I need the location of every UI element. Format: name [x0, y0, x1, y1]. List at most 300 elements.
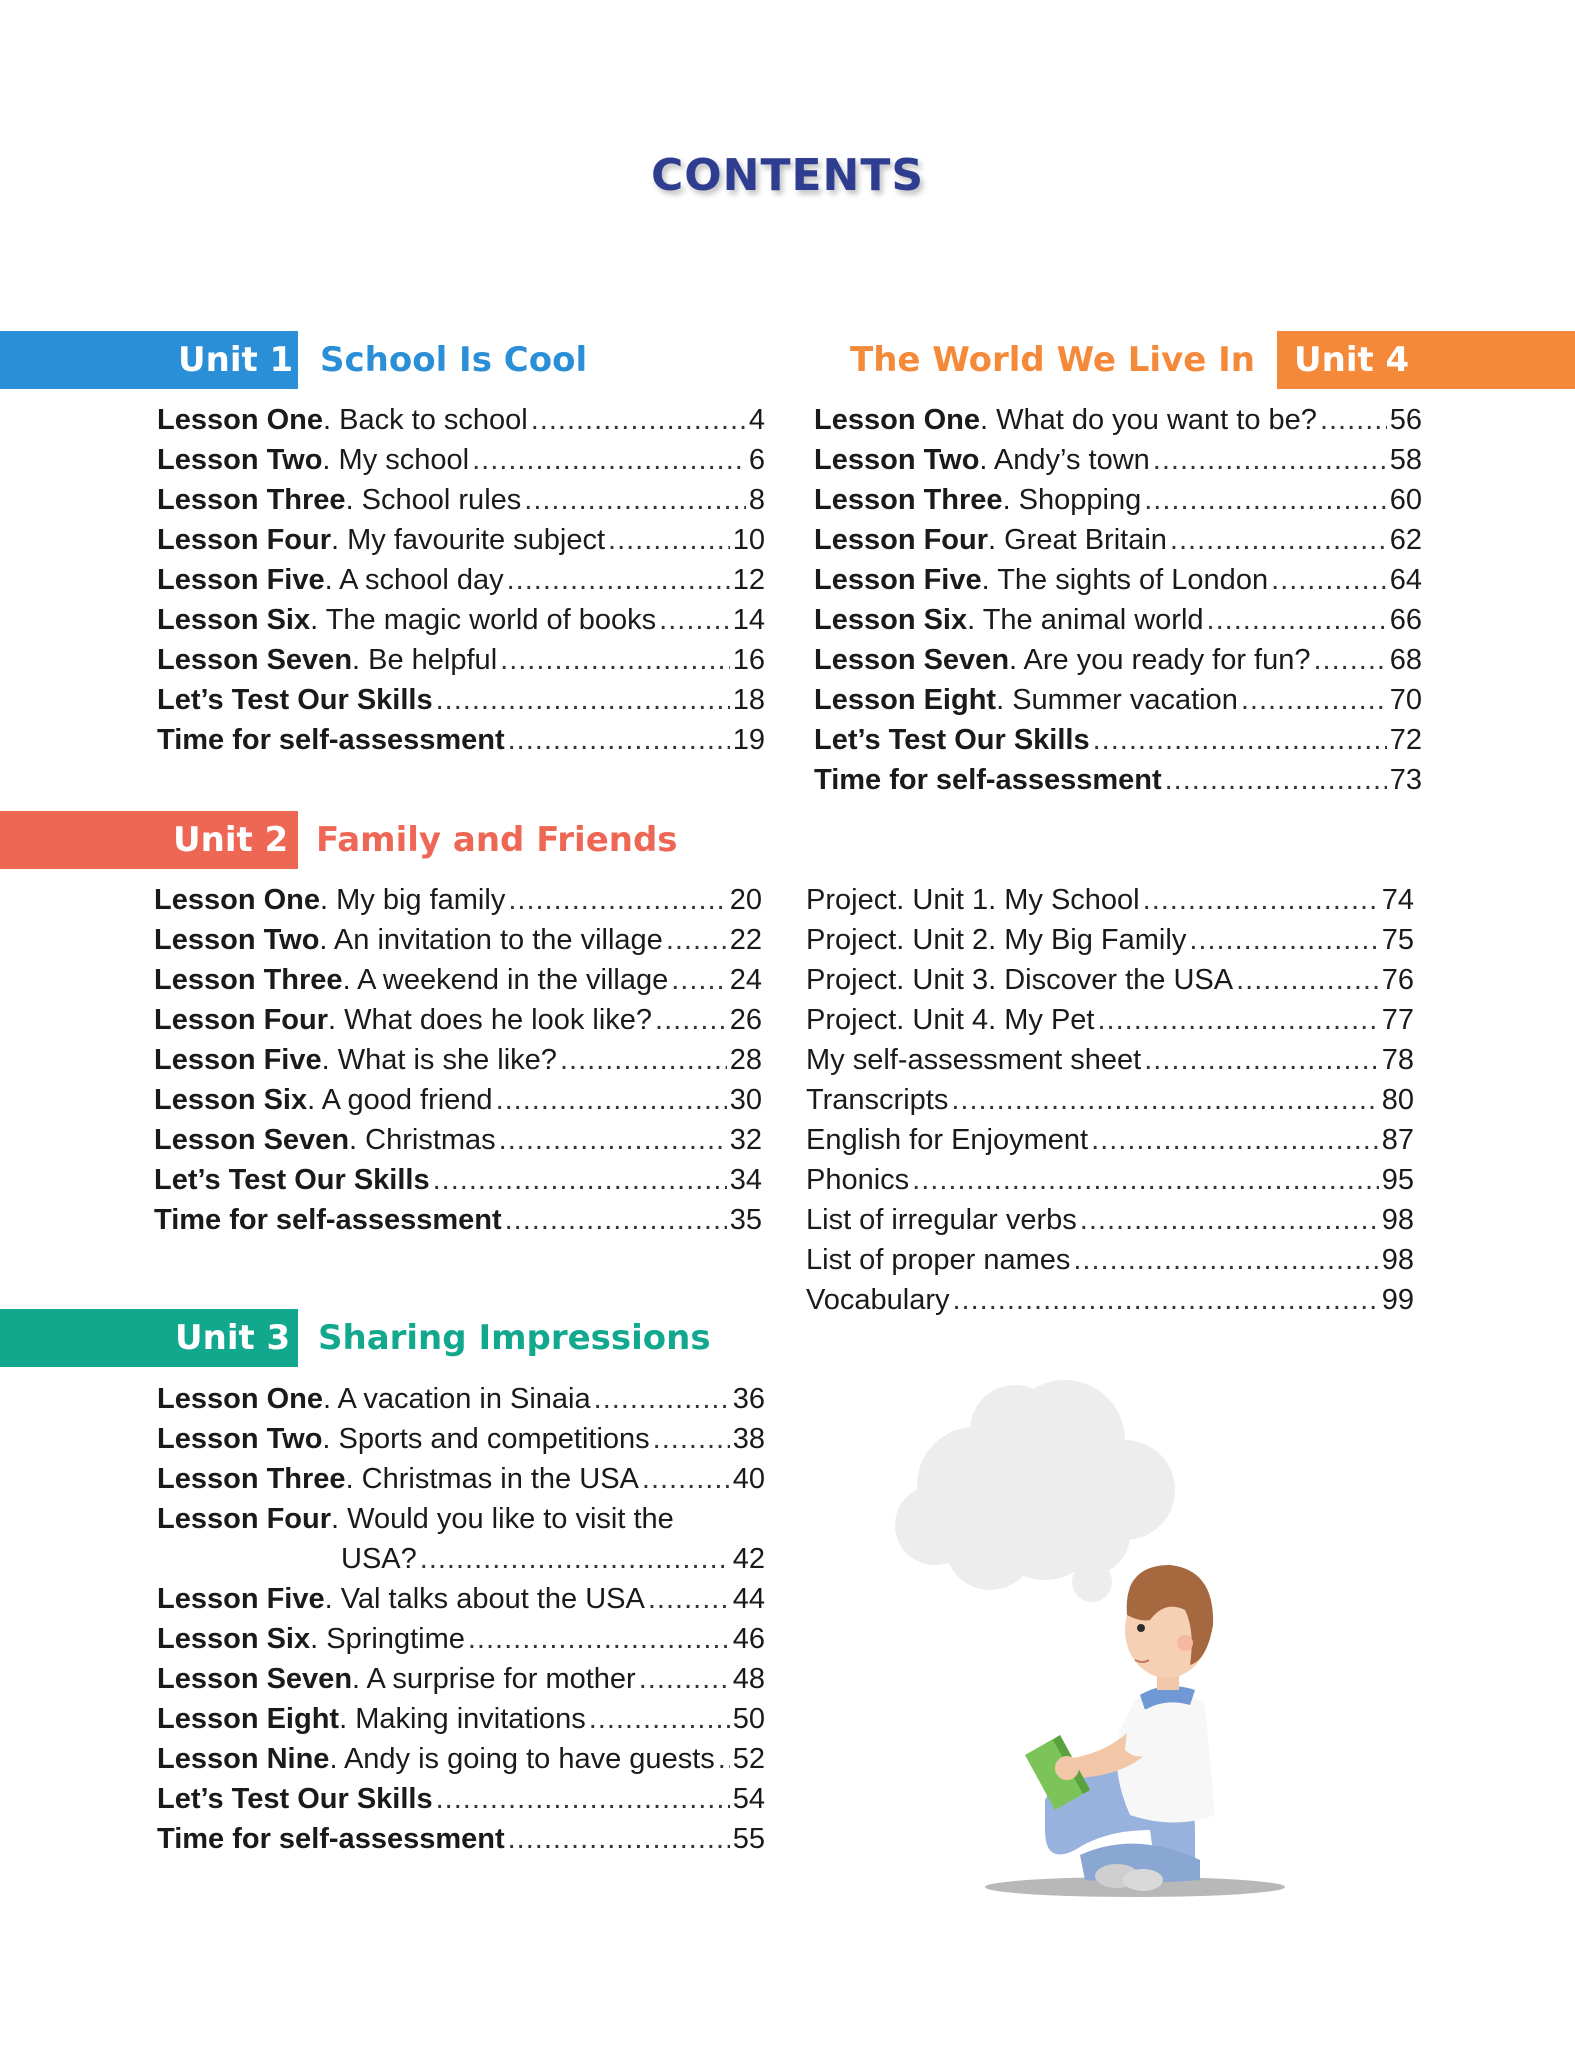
page-number: 8: [748, 484, 765, 516]
toc-entry: [157, 1419, 765, 1459]
unit-2-header: [0, 811, 700, 869]
toc-entry: [814, 480, 1422, 520]
dot-leader: [666, 920, 727, 960]
entry-title: . The animal world: [967, 604, 1204, 636]
unit-3-title: Sharing Impressions: [318, 1318, 711, 1358]
toc-entry: [157, 480, 765, 520]
entry-label: [157, 520, 605, 560]
dot-leader: [639, 1659, 730, 1699]
dot-leader: [1080, 1200, 1379, 1240]
page-number: 34: [729, 1164, 762, 1196]
entry-title: Transcripts: [806, 1084, 949, 1116]
entry-lesson: Lesson Six: [814, 604, 968, 636]
toc-entry: [157, 520, 765, 560]
dot-leader: [1091, 1120, 1379, 1160]
entry-label: [157, 640, 497, 680]
toc-entry: [154, 1080, 762, 1120]
entry-label: [157, 1579, 645, 1619]
page-number: 98: [1381, 1244, 1414, 1276]
entry-lesson: Time for self-assessment: [814, 764, 1162, 796]
entry-lesson: Let’s Test Our Skills: [157, 684, 433, 716]
page-number: 56: [1389, 404, 1422, 436]
entry-label: [806, 1240, 1070, 1280]
page-number: 62: [1389, 524, 1422, 556]
toc-entry: [157, 1619, 765, 1659]
entry-title: . My school: [322, 444, 470, 476]
thought-bubble-large: [1072, 1562, 1112, 1602]
entry-label: [806, 1080, 948, 1120]
appendix-entry: [806, 1000, 1414, 1040]
toc-entry: [157, 1579, 765, 1619]
toc-entry: [154, 1120, 762, 1160]
entry-label: [154, 920, 663, 960]
entry-title: . The magic world of books: [310, 604, 657, 636]
entry-label: [154, 1000, 652, 1040]
page-number: 4: [748, 404, 765, 436]
page-number: 75: [1381, 924, 1414, 956]
entry-title: . Shopping: [1002, 484, 1142, 516]
entry-title: Project. Unit 1. My School: [806, 884, 1140, 916]
toc-entry: [814, 400, 1422, 440]
entry-title: . Val talks about the USA: [324, 1583, 645, 1615]
entry-lesson: Lesson Two: [157, 1423, 323, 1455]
toc-entry: [814, 520, 1422, 560]
entry-title: . A surprise for mother: [352, 1663, 636, 1695]
entry-lesson: Lesson Four: [154, 1004, 329, 1036]
entry-label: [157, 1659, 636, 1699]
page-number: 54: [732, 1783, 765, 1815]
page-number: 60: [1389, 484, 1422, 516]
toc-entry: [154, 880, 762, 920]
dot-leader: [508, 1819, 730, 1859]
unit-4-header: [800, 331, 1575, 389]
entry-lesson: Lesson One: [154, 884, 320, 916]
entry-lesson: Lesson Three: [157, 484, 346, 516]
entry-label: [806, 1160, 909, 1200]
page-number: 68: [1389, 644, 1422, 676]
dot-leader: [507, 560, 730, 600]
entry-label: [806, 1040, 1141, 1080]
entry-title: . A school day: [324, 564, 504, 596]
page-number: 72: [1389, 724, 1422, 756]
page-number: 66: [1389, 604, 1422, 636]
entry-title: Project. Unit 2. My Big Family: [806, 924, 1187, 956]
entry-title: . Be helpful: [352, 644, 498, 676]
page-number: 36: [732, 1383, 765, 1415]
entry-lesson: Lesson Two: [154, 924, 320, 956]
appendix-entry: [806, 960, 1414, 1000]
dot-leader: [1165, 760, 1387, 800]
page-number: 14: [732, 604, 765, 636]
entry-label: [157, 1539, 417, 1579]
dot-leader: [1189, 920, 1378, 960]
entry-label: [157, 1739, 715, 1779]
entry-lesson: Let’s Test Our Skills: [154, 1164, 430, 1196]
appendix-entry: [806, 920, 1414, 960]
entry-lesson: Lesson Seven: [157, 644, 353, 676]
entry-label: [157, 680, 433, 720]
entry-label: [806, 880, 1140, 920]
appendix-entry: [806, 1240, 1414, 1280]
entry-title: . An invitation to the village: [319, 924, 663, 956]
entry-lesson: Lesson Three: [154, 964, 343, 996]
page-number: 70: [1389, 684, 1422, 716]
unit-4-title: The World We Live In: [850, 340, 1255, 380]
appendix-entry: [806, 1280, 1414, 1320]
page-number: 95: [1381, 1164, 1414, 1196]
page-number: 87: [1381, 1124, 1414, 1156]
entry-title: . Are you ready for fun?: [1009, 644, 1311, 676]
entry-lesson: Time for self-assessment: [157, 724, 505, 756]
dot-leader: [468, 1619, 730, 1659]
entry-title: . School rules: [345, 484, 522, 516]
toc-entry: [157, 1459, 765, 1499]
page-number: 32: [729, 1124, 762, 1156]
entry-label: [154, 960, 668, 1000]
unit-1-tag: Unit 1: [0, 331, 298, 389]
dot-leader: [1241, 680, 1387, 720]
entry-label: [154, 1120, 496, 1160]
toc-entry: [157, 1499, 765, 1539]
page-number: 6: [748, 444, 765, 476]
entry-lesson: Lesson Three: [157, 1463, 346, 1495]
entry-title: . A weekend in the village: [342, 964, 669, 996]
entry-label: [157, 400, 528, 440]
appendix-entry: [806, 1040, 1414, 1080]
entry-label: [814, 520, 1167, 560]
entry-label: [157, 1379, 591, 1419]
entry-title: Phonics: [806, 1164, 910, 1196]
unit-3-header: [0, 1309, 711, 1367]
thought-cloud-icon: [895, 1380, 1175, 1590]
page-number: 99: [1381, 1284, 1414, 1316]
toc-entry: [157, 600, 765, 640]
page-number: 30: [729, 1084, 762, 1116]
entry-lesson: Lesson One: [814, 404, 980, 436]
toc-entry: [157, 720, 765, 760]
entry-label: [814, 560, 1268, 600]
entry-label: [157, 560, 504, 600]
appendix-entry: [806, 1160, 1414, 1200]
entry-title: . A vacation in Sinaia: [323, 1383, 591, 1415]
toc-entry: [157, 1379, 765, 1419]
entry-title: . My favourite subject: [331, 524, 606, 556]
dot-leader: [1236, 960, 1379, 1000]
dot-leader: [496, 1080, 727, 1120]
entry-title: List of irregular verbs: [806, 1204, 1077, 1236]
appendix-entry: [806, 880, 1414, 920]
entry-lesson: Time for self-assessment: [154, 1204, 502, 1236]
page-number: 42: [732, 1543, 765, 1575]
entry-label: [814, 760, 1162, 800]
entry-lesson: Lesson Seven: [154, 1124, 350, 1156]
unit-4-list: [814, 400, 1422, 800]
page-number: 22: [729, 924, 762, 956]
dot-leader: [1093, 720, 1387, 760]
unit-2-tag: Unit 2: [0, 811, 298, 869]
unit-2-list: [154, 880, 762, 1240]
page-number: 16: [732, 644, 765, 676]
page-number: 40: [732, 1463, 765, 1495]
dot-leader: [1170, 520, 1387, 560]
page-number: 44: [732, 1583, 765, 1615]
entry-label: [814, 440, 1150, 480]
entry-label: [157, 1619, 465, 1659]
dot-leader: [560, 1040, 727, 1080]
appendix-entry: [806, 1080, 1414, 1120]
entry-label: [814, 720, 1090, 760]
entry-title: . Making invitations: [339, 1703, 586, 1735]
entry-label: [157, 1459, 639, 1499]
entry-lesson: Lesson Eight: [814, 684, 997, 716]
page-number: 24: [729, 964, 762, 996]
dot-leader: [436, 680, 730, 720]
page-number: 20: [729, 884, 762, 916]
entry-label: [157, 720, 505, 760]
page-number: 76: [1381, 964, 1414, 996]
dot-leader: [1314, 640, 1387, 680]
dot-leader: [655, 1000, 727, 1040]
entry-lesson: Lesson Two: [157, 444, 323, 476]
entry-label: [806, 1280, 950, 1320]
entry-title: List of proper names: [806, 1244, 1071, 1276]
dot-leader: [1098, 1000, 1379, 1040]
dot-leader: [642, 1459, 730, 1499]
dot-leader: [500, 640, 730, 680]
entry-label: [154, 1200, 502, 1240]
entry-label: [157, 1819, 505, 1859]
entry-title: USA?: [341, 1543, 417, 1575]
entry-lesson: Lesson Six: [154, 1084, 308, 1116]
entry-label: [814, 640, 1311, 680]
toc-entry: [157, 1819, 765, 1859]
entry-label: [154, 1040, 557, 1080]
page-number: 77: [1381, 1004, 1414, 1036]
entry-lesson: Lesson Five: [157, 1583, 325, 1615]
toc-entry: [157, 1659, 765, 1699]
page-number: 80: [1381, 1084, 1414, 1116]
entry-title: Project. Unit 4. My Pet: [806, 1004, 1095, 1036]
dot-leader: [508, 720, 730, 760]
toc-entry: [157, 560, 765, 600]
entry-lesson: Lesson One: [157, 1383, 323, 1415]
entry-lesson: Lesson Four: [814, 524, 989, 556]
dot-leader: [499, 1120, 727, 1160]
entry-title: English for Enjoyment: [806, 1124, 1089, 1156]
entry-label: [157, 600, 656, 640]
dot-leader: [951, 1080, 1378, 1120]
dot-leader: [1153, 440, 1387, 480]
toc-entry: [157, 680, 765, 720]
dot-leader: [912, 1160, 1379, 1200]
entry-title: . Back to school: [323, 404, 528, 436]
dot-leader: [508, 880, 726, 920]
unit-4-tag: Unit 4: [1277, 331, 1575, 389]
page-number: 38: [732, 1423, 765, 1455]
entry-label: [154, 1080, 493, 1120]
entry-lesson: Lesson Two: [814, 444, 980, 476]
toc-entry: [157, 1779, 765, 1819]
entry-lesson: Lesson Four: [157, 524, 332, 556]
entry-label: [806, 920, 1186, 960]
entry-label: [157, 1499, 674, 1539]
entry-label: [154, 1160, 430, 1200]
page-number: 10: [732, 524, 765, 556]
toc-entry: [157, 440, 765, 480]
toc-entry: [154, 1000, 762, 1040]
page-number: 64: [1389, 564, 1422, 596]
toc-entry: [154, 920, 762, 960]
toc-entry: [157, 1699, 765, 1739]
dot-leader: [420, 1539, 730, 1579]
entry-lesson: Let’s Test Our Skills: [814, 724, 1090, 756]
entry-lesson: Lesson Seven: [814, 644, 1010, 676]
entry-lesson: Lesson Seven: [157, 1663, 353, 1695]
toc-entry: [814, 720, 1422, 760]
toc-entry: [814, 760, 1422, 800]
entry-label: [806, 1200, 1077, 1240]
dot-leader: [594, 1379, 730, 1419]
page-number: 98: [1381, 1204, 1414, 1236]
entry-title: . What does he look like?: [328, 1004, 653, 1036]
entry-title: . Would you like to visit the: [331, 1503, 674, 1535]
entry-label: [814, 680, 1238, 720]
dot-leader: [531, 400, 746, 440]
page-number: 55: [732, 1823, 765, 1855]
page-number: 52: [732, 1743, 765, 1775]
entry-lesson: Lesson Six: [157, 604, 311, 636]
appendix-list: [806, 880, 1414, 1320]
unit-2-title: Family and Friends: [316, 820, 678, 860]
page-number: 12: [732, 564, 765, 596]
dot-leader: [433, 1160, 727, 1200]
entry-title: My self-assessment sheet: [806, 1044, 1142, 1076]
entry-label: [157, 480, 521, 520]
entry-lesson: Lesson One: [157, 404, 323, 436]
entry-lesson: Lesson Four: [157, 1503, 332, 1535]
page-title: CONTENTS: [650, 150, 925, 201]
page-number: 19: [732, 724, 765, 756]
entry-lesson: Time for self-assessment: [157, 1823, 505, 1855]
entry-lesson: Lesson Five: [814, 564, 982, 596]
toc-entry: [157, 1739, 765, 1779]
entry-lesson: Lesson Nine: [157, 1743, 330, 1775]
unit-1-list: [157, 400, 765, 760]
entry-label: [157, 440, 469, 480]
dot-leader: [671, 960, 727, 1000]
toc-entry: [814, 680, 1422, 720]
entry-title: . Springtime: [310, 1623, 465, 1655]
toc-entry: [157, 400, 765, 440]
entry-label: [814, 600, 1204, 640]
entry-label: [806, 1000, 1095, 1040]
dot-leader: [1144, 1040, 1379, 1080]
entry-label: [157, 1779, 433, 1819]
entry-title: . Andy is going to have guests: [329, 1743, 715, 1775]
unit-1-header: [0, 331, 600, 389]
entry-lesson: Lesson Three: [814, 484, 1003, 516]
entry-label: [806, 1120, 1088, 1160]
entry-label: [157, 1699, 586, 1739]
entry-title: . Summer vacation: [996, 684, 1238, 716]
page-number: 28: [729, 1044, 762, 1076]
shoe-right: [1123, 1869, 1163, 1891]
entry-title: . What do you want to be?: [980, 404, 1317, 436]
toc-entry: [814, 600, 1422, 640]
entry-label: [814, 400, 1317, 440]
dot-leader: [1073, 1240, 1378, 1280]
dot-leader: [1320, 400, 1387, 440]
entry-label: [157, 1419, 650, 1459]
entry-title: . Christmas in the USA: [345, 1463, 639, 1495]
entry-label: [814, 480, 1141, 520]
unit-3-tag: Unit 3: [0, 1309, 298, 1367]
thinking-boy-illustration: [895, 1360, 1335, 1920]
appendix-entry: [806, 1200, 1414, 1240]
entry-lesson: Lesson Eight: [157, 1703, 340, 1735]
dot-leader: [1271, 560, 1387, 600]
toc-entry: [154, 1200, 762, 1240]
dot-leader: [436, 1779, 730, 1819]
entry-lesson: Lesson Six: [157, 1623, 311, 1655]
toc-entry: [814, 560, 1422, 600]
unit-3-list: [157, 1379, 765, 1859]
page-number: 78: [1381, 1044, 1414, 1076]
dot-leader: [718, 1739, 730, 1779]
toc-entry: [814, 440, 1422, 480]
dot-leader: [653, 1419, 730, 1459]
dot-leader: [524, 480, 746, 520]
toc-entry: [154, 960, 762, 1000]
toc-entry: [814, 640, 1422, 680]
entry-title: Project. Unit 3. Discover the USA: [806, 964, 1234, 996]
entry-title: . Great Britain: [988, 524, 1167, 556]
page-number: 46: [732, 1623, 765, 1655]
toc-entry: [157, 640, 765, 680]
entry-label: [806, 960, 1233, 1000]
unit-1-title: School Is Cool: [320, 340, 588, 380]
entry-title: Vocabulary: [806, 1284, 950, 1316]
page-number: 26: [729, 1004, 762, 1036]
entry-lesson: Let’s Test Our Skills: [157, 1783, 433, 1815]
toc-entry: [157, 1539, 765, 1579]
dot-leader: [1207, 600, 1387, 640]
entry-title: . The sights of London: [981, 564, 1269, 596]
dot-leader: [1143, 880, 1379, 920]
entry-title: . What is she like?: [321, 1044, 557, 1076]
page-number: 50: [732, 1703, 765, 1735]
entry-title: . A good friend: [307, 1084, 493, 1116]
entry-lesson: Lesson Five: [154, 1044, 322, 1076]
page-number: 74: [1381, 884, 1414, 916]
dot-leader: [659, 600, 730, 640]
appendix-entry: [806, 1120, 1414, 1160]
page-number: 73: [1389, 764, 1422, 796]
dot-leader: [505, 1200, 727, 1240]
entry-title: . Andy’s town: [979, 444, 1150, 476]
dot-leader: [472, 440, 746, 480]
entry-title: . Sports and competitions: [322, 1423, 650, 1455]
page-number: 48: [732, 1663, 765, 1695]
entry-title: . Christmas: [349, 1124, 496, 1156]
toc-entry: [154, 1160, 762, 1200]
entry-lesson: Lesson Five: [157, 564, 325, 596]
dot-leader: [589, 1699, 730, 1739]
toc-entry: [154, 1040, 762, 1080]
entry-title: . My big family: [320, 884, 506, 916]
dot-leader: [953, 1280, 1379, 1320]
dot-leader: [1144, 480, 1387, 520]
